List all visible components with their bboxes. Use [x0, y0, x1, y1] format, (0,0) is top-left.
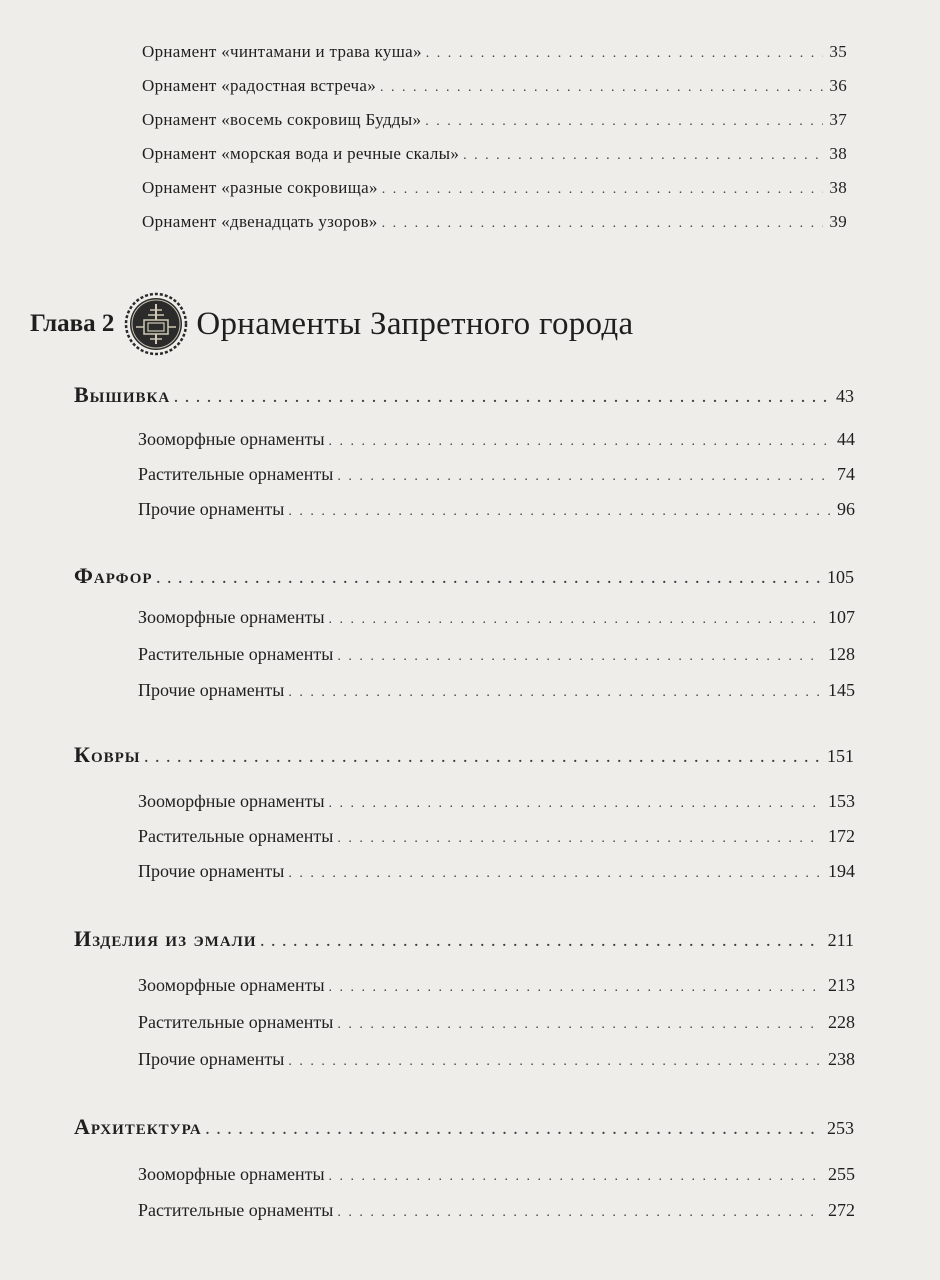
toc-entry[interactable]	[138, 1200, 855, 1221]
toc-section-page: 105	[827, 567, 854, 587]
chapter-title: Орнаменты Запретного города	[196, 305, 634, 342]
toc-entry-page: 145	[828, 680, 855, 700]
dot-leader	[329, 612, 822, 628]
toc-section-title: Изделия из эмали	[74, 926, 257, 951]
dot-leader	[426, 46, 824, 62]
toc-entry-page: 96	[837, 499, 855, 519]
toc-entry[interactable]	[138, 607, 855, 628]
toc-entry[interactable]	[142, 42, 847, 62]
toc-section-page: 211	[827, 930, 854, 950]
toc-entry-label: Зооморфные орнаменты	[138, 791, 325, 811]
toc-entry-page: 255	[828, 1164, 855, 1184]
toc-entry-page: 128	[828, 644, 855, 664]
toc-entry-label: Прочие орнаменты	[138, 861, 285, 881]
toc-entry[interactable]	[138, 1164, 855, 1185]
toc-entry[interactable]	[142, 144, 847, 164]
toc-entry-page: 38	[829, 178, 847, 197]
chapter-label: Глава 2	[30, 310, 115, 337]
dot-leader	[425, 114, 823, 130]
toc-section-title: Фарфор	[74, 563, 153, 588]
dot-leader	[288, 1054, 822, 1070]
toc-entry[interactable]	[138, 791, 855, 812]
toc-entry-label: Зооморфные орнаменты	[138, 607, 325, 627]
toc-entry-page: 213	[828, 975, 855, 995]
toc-entry-label: Прочие орнаменты	[138, 1049, 285, 1069]
toc-entry-label: Зооморфные орнаменты	[138, 975, 325, 995]
toc-entry-page: 38	[829, 144, 847, 163]
toc-entry-label: Растительные орнаменты	[138, 644, 334, 664]
toc-entry-label: Орнамент «двенадцать узоров»	[142, 212, 378, 231]
toc-entry[interactable]	[138, 644, 855, 665]
toc-entry-page: 74	[837, 464, 855, 484]
dot-leader	[329, 434, 831, 450]
toc-entry[interactable]	[138, 975, 855, 996]
toc-entry-label: Орнамент «морская вода и речные скалы»	[142, 144, 460, 163]
dot-leader	[157, 572, 821, 588]
toc-section-page: 151	[827, 746, 854, 766]
dot-leader	[174, 391, 830, 407]
dot-leader	[463, 148, 823, 164]
toc-entry-page: 44	[837, 429, 855, 449]
chinese-ornament-medallion-icon	[124, 292, 188, 356]
toc-entry-label: Растительные орнаменты	[138, 1200, 334, 1220]
toc-entry[interactable]	[138, 429, 855, 450]
dot-leader	[337, 1205, 822, 1221]
dot-leader	[288, 685, 822, 701]
chapter-heading	[30, 292, 633, 356]
toc-entry[interactable]	[142, 212, 847, 232]
dot-leader	[329, 796, 822, 812]
toc-entry-page: 36	[829, 76, 847, 95]
toc-entry[interactable]	[138, 464, 855, 485]
dot-leader	[337, 831, 822, 847]
toc-entry-page: 228	[828, 1012, 855, 1032]
toc-entry-label: Зооморфные орнаменты	[138, 429, 325, 449]
toc-section[interactable]	[74, 742, 854, 768]
toc-entry[interactable]	[142, 178, 847, 198]
toc-entry-label: Орнамент «восемь сокровищ Будды»	[142, 110, 422, 129]
toc-entry[interactable]	[138, 1012, 855, 1033]
toc-entry[interactable]	[138, 499, 855, 520]
toc-entry-page: 107	[828, 607, 855, 627]
dot-leader	[337, 1017, 822, 1033]
toc-entry-page: 172	[828, 826, 855, 846]
toc-entry[interactable]	[138, 861, 855, 882]
toc-section[interactable]	[74, 1114, 854, 1140]
toc-entry-page: 238	[828, 1049, 855, 1069]
dot-leader	[382, 216, 824, 232]
dot-leader	[288, 504, 831, 520]
dot-leader	[206, 1123, 821, 1139]
toc-section[interactable]	[74, 382, 854, 408]
toc-entry[interactable]	[138, 826, 855, 847]
toc-section[interactable]	[74, 563, 854, 589]
dot-leader	[380, 80, 823, 96]
dot-leader	[261, 935, 822, 951]
toc-section-title: Архитектура	[74, 1114, 202, 1139]
dot-leader	[329, 1169, 822, 1185]
dot-leader	[382, 182, 824, 198]
toc-entry-label: Растительные орнаменты	[138, 464, 334, 484]
toc-section-page: 253	[827, 1118, 854, 1138]
toc-section-page: 43	[836, 386, 854, 406]
toc-entry-page: 35	[829, 42, 847, 61]
toc-entry-label: Зооморфные орнаменты	[138, 1164, 325, 1184]
toc-section[interactable]	[74, 926, 854, 952]
toc-entry-page: 39	[829, 212, 847, 231]
toc-entry-label: Растительные орнаменты	[138, 826, 334, 846]
toc-entry[interactable]	[138, 1049, 855, 1070]
toc-entry-page: 153	[828, 791, 855, 811]
toc-entry-label: Растительные орнаменты	[138, 1012, 334, 1032]
toc-entry-page: 194	[828, 861, 855, 881]
toc-section-title: Ковры	[74, 742, 141, 767]
dot-leader	[329, 980, 822, 996]
dot-leader	[288, 866, 822, 882]
toc-entry[interactable]	[142, 110, 847, 130]
toc-entry-label: Прочие орнаменты	[138, 680, 285, 700]
toc-entry[interactable]	[142, 76, 847, 96]
toc-entry-label: Прочие орнаменты	[138, 499, 285, 519]
dot-leader	[337, 649, 822, 665]
toc-entry-label: Орнамент «чинтамани и трава куша»	[142, 42, 422, 61]
dot-leader	[337, 469, 831, 485]
toc-entry-page: 272	[828, 1200, 855, 1220]
toc-entry-label: Орнамент «радостная встреча»	[142, 76, 377, 95]
toc-entry[interactable]	[138, 680, 855, 701]
toc-entry-page: 37	[829, 110, 847, 129]
dot-leader	[145, 751, 821, 767]
toc-entry-label: Орнамент «разные сокровища»	[142, 178, 378, 197]
toc-section-title: Вышивка	[74, 382, 171, 407]
